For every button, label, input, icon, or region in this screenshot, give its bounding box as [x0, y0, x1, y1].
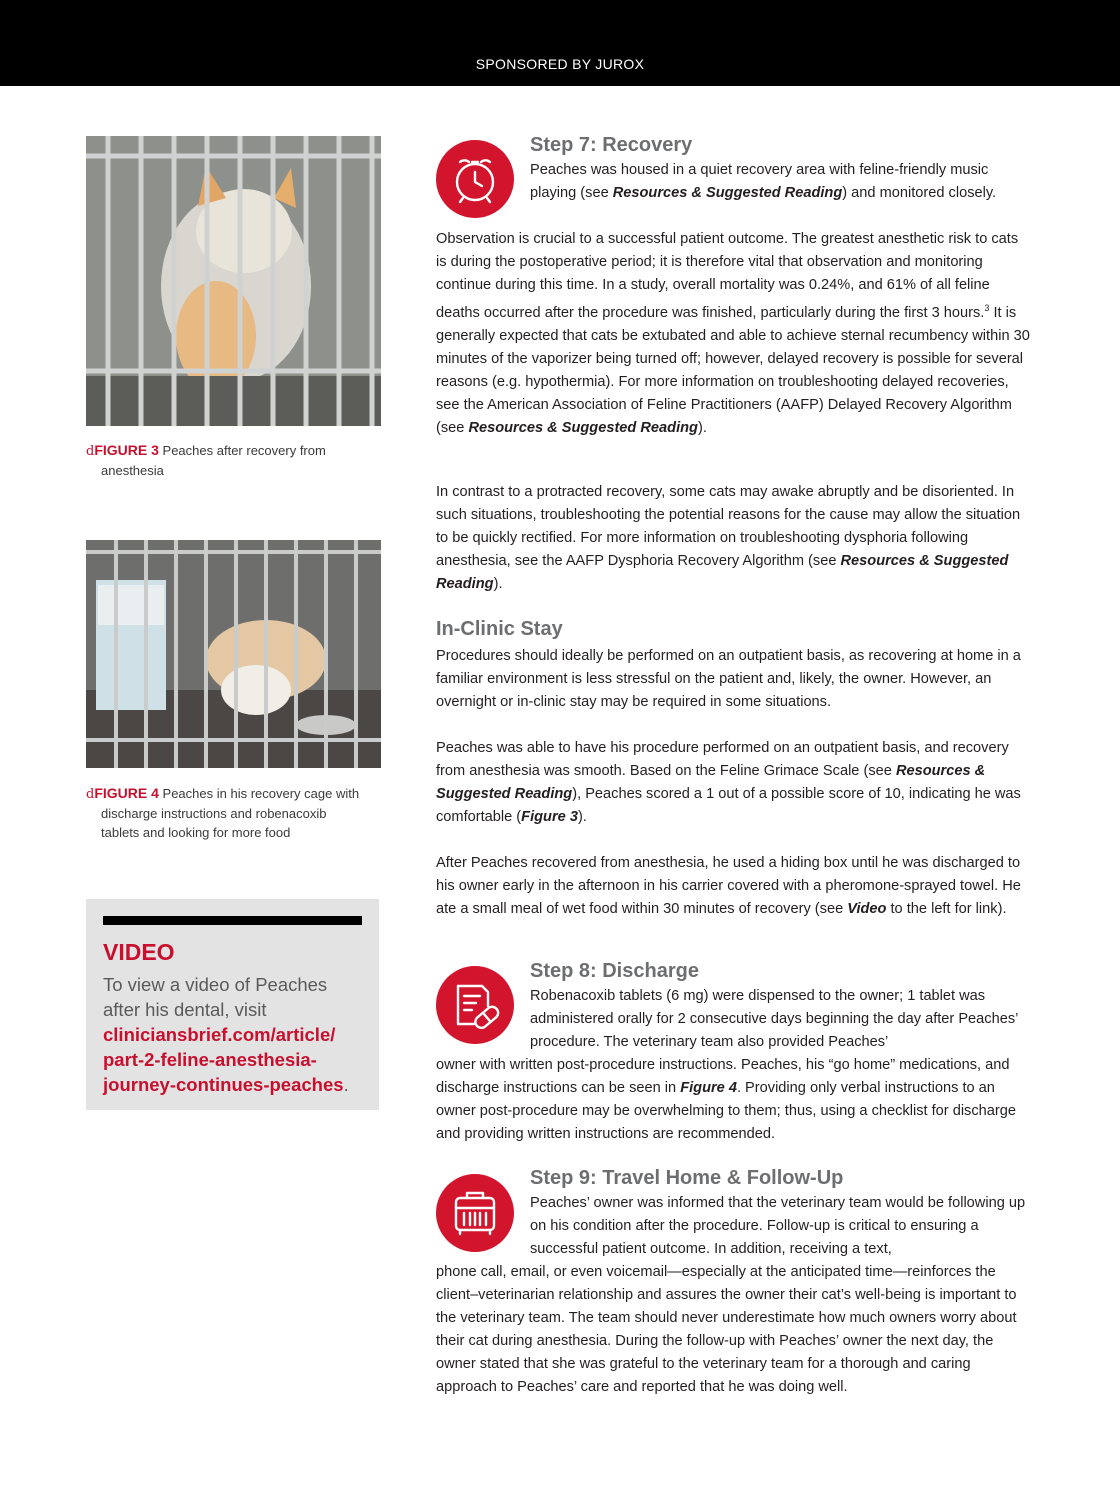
sponsor-text: SPONSORED BY JUROX: [475, 56, 645, 72]
step-8-paragraph: [436, 1054, 1032, 1146]
clinic-paragraph-3: [436, 852, 1032, 921]
figure-4-caption-line3: tablets and looking for more food: [101, 825, 291, 840]
figure-4-caption-line1: Peaches in his recovery cage with: [162, 786, 360, 801]
figure-4-photo: [86, 540, 381, 768]
in-clinic-stay-title: In-Clinic Stay: [436, 618, 563, 640]
video-sidebar-box: [86, 899, 379, 1110]
clinic-p2-a: Peaches was able to have his procedure performed on an outpatient basis, and recovery from anesthesia was smooth. Based on the Feline Grimace Scale (see: [436, 740, 1009, 779]
sponsor-banner: [0, 0, 1120, 86]
clinic-paragraph-2: [436, 737, 1032, 829]
pet-carrier-icon: [436, 1174, 514, 1252]
figure-3-caption-line1: Peaches after recovery from: [162, 443, 326, 458]
figure-3-label: FIGURE 3: [94, 442, 159, 458]
resources-reference: Resources & Suggested Reading: [436, 553, 1009, 592]
figure-4-caption-line2: discharge instructions and robenacoxib: [101, 806, 327, 821]
step-7-intro: [530, 159, 1032, 205]
figure-3-reference: Figure 3: [521, 809, 578, 825]
figure-marker: d: [86, 787, 95, 802]
step-7-p2-a: In contrast to a protracted recovery, some cats may awake abruptly and be disoriented. In such situations, troubleshooting the potential reasons for the cause may allow the situation to be quickly rectified. For more information on troubleshooting dysphoria following anesthesia, see the AAFP Dysphoria Recovery Algorithm (see: [436, 484, 1021, 569]
figure-4-label: FIGURE 4: [94, 785, 159, 801]
figure-3-caption-line2: anesthesia: [101, 463, 164, 478]
video-link-line3: journey-continues-peaches: [103, 1074, 344, 1095]
video-text: To view a video of Peaches after his dental, visit: [103, 974, 328, 1020]
video-body: [103, 972, 368, 1097]
video-box-rule: [103, 916, 362, 925]
video-link-line2: part-2-feline-anesthesia-: [103, 1049, 317, 1070]
step-7-paragraph-2: [436, 481, 1032, 596]
step-8-full-b: . Providing only verbal instructions to an owner post-procedure may be overwhelming to them; thus, using a checklist for discharge and providing written instructions are recommended.: [436, 1080, 1016, 1142]
resources-reference: Resources & Suggested Reading: [468, 419, 698, 436]
step-7-title: Step 7: Recovery: [530, 134, 693, 156]
clinic-p3-b: to the left for link).: [886, 901, 1007, 917]
step-9-intro: Peaches’ owner was informed that the veterinary team would be following up on his condition after the procedure. Follow-up is critical to ensuring a successful patient outcome. In addition, receiving a text,: [530, 1195, 1026, 1257]
citation: 3: [984, 303, 990, 313]
figure-4-caption: [86, 784, 386, 842]
step-7-paragraph-1: [436, 228, 1032, 440]
figure-4-reference: Figure 4: [680, 1080, 737, 1096]
alarm-clock-icon: [436, 140, 514, 218]
video-reference: Video: [847, 901, 887, 917]
clinic-p2-c: ).: [577, 809, 587, 825]
step-8-title: Step 8: Discharge: [530, 960, 699, 982]
step-7-p1-a: Observation is crucial to a successful patient outcome. The greatest anesthetic risk to cats is during the postoperative period; it is therefore vital that observation and monitoring continue during this time. In a study, overall mortality was 0.24%, and 61% of all feline deaths occurred after the procedure was finished, particularly during the first 3 hours.: [436, 231, 1019, 321]
video-title: VIDEO: [103, 939, 175, 965]
step-8-full-a: owner with written post-procedure instructions. Peaches, his “go home” medications, and discharge instructions can be seen in: [436, 1057, 1010, 1096]
video-end: .: [343, 1074, 349, 1095]
resources-reference: Resources & Suggested Reading: [612, 185, 843, 201]
resources-reference: Resources & Suggested Reading: [436, 763, 986, 802]
figure-marker: d: [86, 444, 95, 459]
step-7-p1-b: It is generally expected that cats be extubated and able to achieve sternal recumbency within 30 minutes of the vaporizer being turned off; however, delayed recovery is possible for several reasons (e.g. hypothermia). For more information on troubleshooting delayed recoveries, see the American Association of Feline Practitioners (AAFP) Delayed Recovery Algorithm (see: [436, 304, 1030, 436]
clinic-p3-a: After Peaches recovered from anesthesia, he used a hiding box until he was discharged to his owner early in the afternoon in his carrier covered with a pheromone-sprayed towel. He ate a small meal of wet food within 30 minutes of recovery (see: [436, 855, 1021, 917]
step-7-p1-c: ).: [697, 419, 707, 436]
video-link-line1: cliniciansbrief.com/article/: [103, 1024, 336, 1045]
clinic-p2-b: ), Peaches scored a 1 out of a possible score of 10, indicating he was comfortable (: [436, 786, 1021, 825]
step-7-intro-a: Peaches was housed in a quiet recovery area with feline-friendly music playing (see: [530, 162, 989, 201]
step-7-p2-b: ).: [493, 576, 503, 592]
step-9-paragraph: phone call, email, or even voicemail—especially at the anticipated time—reinforces the client–veterinarian relationship and assures the owner their cat’s well-being is important to the veterinary team. The team should never underestimate how much owners worry about their cat during anesthesia. During the follow-up with Peaches’ owner the next day, the owner stated that she was grateful to the veterinary team for a thorough and caring approach to Peaches’ care and reported that he was doing well.: [436, 1264, 1017, 1395]
figure-3-photo: [86, 136, 381, 426]
step-7-intro-b: ) and monitored closely.: [842, 185, 997, 201]
clinic-paragraph-1: Procedures should ideally be performed on an outpatient basis, as recovering at home in a familiar environment is less stressful on the patient and, likely, the owner. However, an overnight or in-clinic stay may be required in some situations.: [436, 648, 1021, 710]
figure-3-caption: [86, 441, 386, 480]
prescription-pill-icon: [436, 966, 514, 1044]
step-8-intro: Robenacoxib tablets (6 mg) were dispensed to the owner; 1 tablet was administered orally for 2 consecutive days beginning the day after Peaches’ procedure. The veterinary team also provided Peaches’: [530, 988, 1018, 1050]
step-9-title: Step 9: Travel Home & Follow-Up: [530, 1167, 844, 1189]
video-link[interactable]: [103, 1024, 344, 1095]
